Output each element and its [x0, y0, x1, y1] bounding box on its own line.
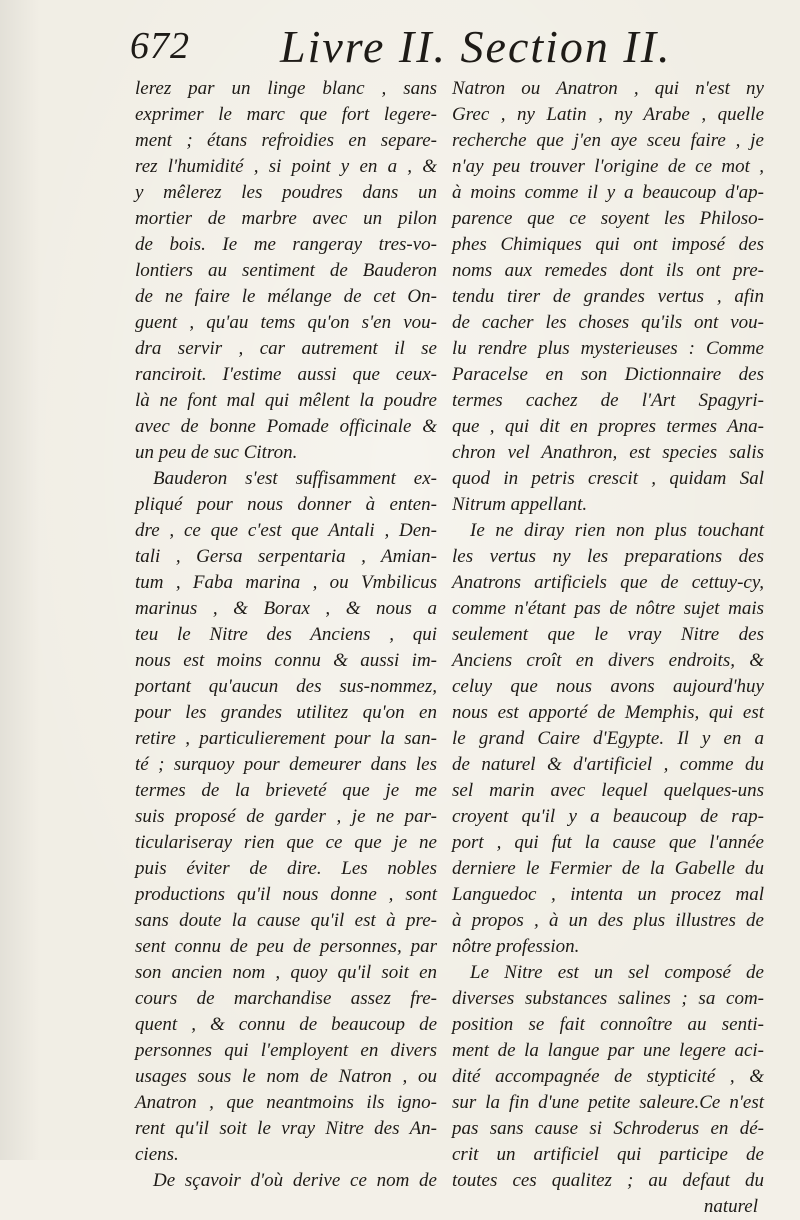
- text-line: exprimer le marc que fort legere-: [135, 104, 437, 125]
- text-line: sel marin avec lequel quelques-uns: [452, 780, 764, 801]
- text-line: Anatron , que neantmoins ils igno-: [135, 1092, 437, 1113]
- text-line: avec de bonne Pomade officinale &: [135, 416, 437, 437]
- text-line: de bois. Ie me rangeray tres-vo-: [135, 234, 437, 255]
- text-line: pour les grandes utilitez qu'on en: [135, 702, 437, 723]
- text-line: té ; surquoy pour demeurer dans les: [135, 754, 437, 775]
- left-text-column: [135, 76, 437, 1191]
- text-line: rez l'humidité , si point y en a , &: [135, 156, 437, 177]
- text-line: ticulariseray rien que ce que je ne: [135, 832, 437, 853]
- text-line: derniere le Fermier de la Gabelle du: [452, 858, 764, 879]
- text-line: quent , & connu de beaucoup de: [135, 1014, 437, 1035]
- text-line: nous est apporté de Memphis, qui est: [452, 702, 764, 723]
- text-line: chron vel Anathron, est species salis: [452, 442, 764, 463]
- text-line: usages sous le nom de Natron , ou: [135, 1066, 437, 1087]
- text-line: De sçavoir d'où derive ce nom de: [153, 1170, 437, 1191]
- text-line: croyent qu'il y a beaucoup de rap-: [452, 806, 764, 827]
- text-line: quod in petris crescit , quidam Sal: [452, 468, 764, 489]
- text-line: un peu de suc Citron.: [135, 442, 298, 463]
- running-title: Livre II. Section II.: [280, 21, 672, 72]
- text-line: Grec , ny Latin , ny Arabe , quelle: [452, 104, 764, 125]
- text-line: Languedoc , intenta un procez mal: [452, 884, 764, 905]
- text-line: Anciens croît en divers endroits, &: [452, 650, 764, 671]
- page-gutter-shadow: [0, 0, 40, 1160]
- text-line: les vertus ny les preparations des: [452, 546, 764, 567]
- text-line: que , qui dit en propres termes Ana-: [452, 416, 764, 437]
- text-line: recherche que j'en aye sceu faire , je: [452, 130, 764, 151]
- text-line: puis éviter de dire. Les nobles: [135, 858, 437, 879]
- text-line: seulement que le vray Nitre des: [452, 624, 764, 645]
- text-line: sur la fin d'une petite saleure.Ce n'est: [452, 1092, 764, 1113]
- text-line: son ancien nom , quoy qu'il soit en: [135, 962, 437, 983]
- text-line: retire , particulierement pour la san-: [135, 728, 437, 749]
- text-line: pas sans cause si Schroderus en dé-: [452, 1118, 764, 1139]
- text-line: lontiers au sentiment de Bauderon: [135, 260, 437, 281]
- text-line: celuy que nous avons aujourd'huy: [452, 676, 764, 697]
- text-line: tali , Gersa serpentaria , Amian-: [135, 546, 437, 567]
- text-line: productions qu'il nous donne , sont: [135, 884, 437, 905]
- text-line: sent connu de peu de personnes, par: [135, 936, 437, 957]
- text-line: comme n'étant pas de nôtre sujet mais: [452, 598, 764, 619]
- text-line: dra servir , car autrement il se: [135, 338, 437, 359]
- text-line: mortier de marbre avec un pilon: [135, 208, 437, 229]
- text-line: Bauderon s'est suffisamment ex-: [153, 468, 437, 489]
- text-line: de naturel & d'artificiel , comme du: [452, 754, 764, 775]
- text-line: diverses substances salines ; sa com-: [452, 988, 764, 1009]
- text-line: le grand Caire d'Egypte. Il y en a: [452, 728, 764, 749]
- text-line: Paracelse en son Dictionnaire des: [452, 364, 764, 385]
- text-line: à moins comme il y a beaucoup d'ap-: [452, 182, 764, 203]
- text-line: lu rendre plus mysterieuses : Comme: [452, 338, 764, 359]
- text-line: ranciroit. I'estime aussi que ceux-: [135, 364, 437, 385]
- text-line: portant qu'aucun des sus-nommez,: [135, 676, 437, 697]
- text-line: lerez par un linge blanc , sans: [135, 78, 437, 99]
- text-line: tendu tirer de grandes vertus , afin: [452, 286, 764, 307]
- text-line: ciens.: [135, 1144, 179, 1165]
- text-line: phes Chimiques qui ont imposé des: [452, 234, 764, 255]
- text-line: termes de la brieveté que je me: [135, 780, 437, 801]
- text-line: de ne faire le mélange de cet On-: [135, 286, 437, 307]
- right-text-column: [452, 76, 764, 1217]
- text-line: teu le Nitre des Anciens , qui: [135, 624, 437, 645]
- text-line: pliqué pour nous donner à enten-: [135, 494, 437, 515]
- text-line: Anatrons artificiels que de cettuy-cy,: [452, 572, 764, 593]
- text-line: y mêlerez les poudres dans un: [135, 182, 437, 203]
- text-line: personnes qui l'employent en divers: [135, 1040, 437, 1061]
- text-line: nous est moins connu & aussi im-: [135, 650, 437, 671]
- text-line: noms aux remedes dont ils ont pre-: [452, 260, 764, 281]
- page-header: [130, 20, 760, 80]
- text-line: toutes ces qualitez ; au defaut du: [452, 1170, 764, 1191]
- text-line: Natron ou Anatron , qui n'est ny: [452, 78, 764, 99]
- text-line: guent , qu'au tems qu'on s'en vou-: [135, 312, 437, 333]
- text-line: ment de la langue par une legere aci-: [452, 1040, 764, 1061]
- page-number: 672: [130, 25, 190, 67]
- text-line: cours de marchandise assez fre-: [135, 988, 437, 1009]
- text-line: Ie ne diray rien non plus touchant: [470, 520, 764, 541]
- text-line: là ne font mal qui mêlent la poudre: [135, 390, 437, 411]
- text-line: parence que ce soyent les Philoso-: [452, 208, 764, 229]
- text-line: nôtre profession.: [452, 936, 580, 957]
- text-line: de cacher les choses qu'ils ont vou-: [452, 312, 764, 333]
- text-line: termes cachez de l'Art Spagyri-: [452, 390, 764, 411]
- text-line: marinus , & Borax , & nous a: [135, 598, 437, 619]
- text-line: ment ; étans refroidies en separe-: [135, 130, 437, 151]
- text-line: rent qu'il soit le vray Nitre des An-: [135, 1118, 437, 1139]
- text-line: Le Nitre est un sel composé de: [470, 962, 764, 983]
- text-line: dité accompagnée de stypticité , &: [452, 1066, 764, 1087]
- text-line: port , qui fut la cause que l'année: [452, 832, 764, 853]
- text-line: tum , Faba marina , ou Vmbilicus: [135, 572, 437, 593]
- text-line: Nitrum appellant.: [452, 494, 588, 515]
- text-line: sans doute la cause qu'il est à pre-: [135, 910, 437, 931]
- text-line: suis proposé de garder , je ne par-: [135, 806, 437, 827]
- text-line: à propos , à un des plus illustres de: [452, 910, 764, 931]
- text-line: naturel: [703, 1196, 758, 1217]
- text-line: dre , ce que c'est que Antali , Den-: [135, 520, 437, 541]
- text-line: position se fait connoître au senti-: [452, 1014, 764, 1035]
- text-line: crit un artificiel qui participe de: [452, 1144, 764, 1165]
- text-line: n'ay peu trouver l'origine de ce mot ,: [452, 156, 764, 177]
